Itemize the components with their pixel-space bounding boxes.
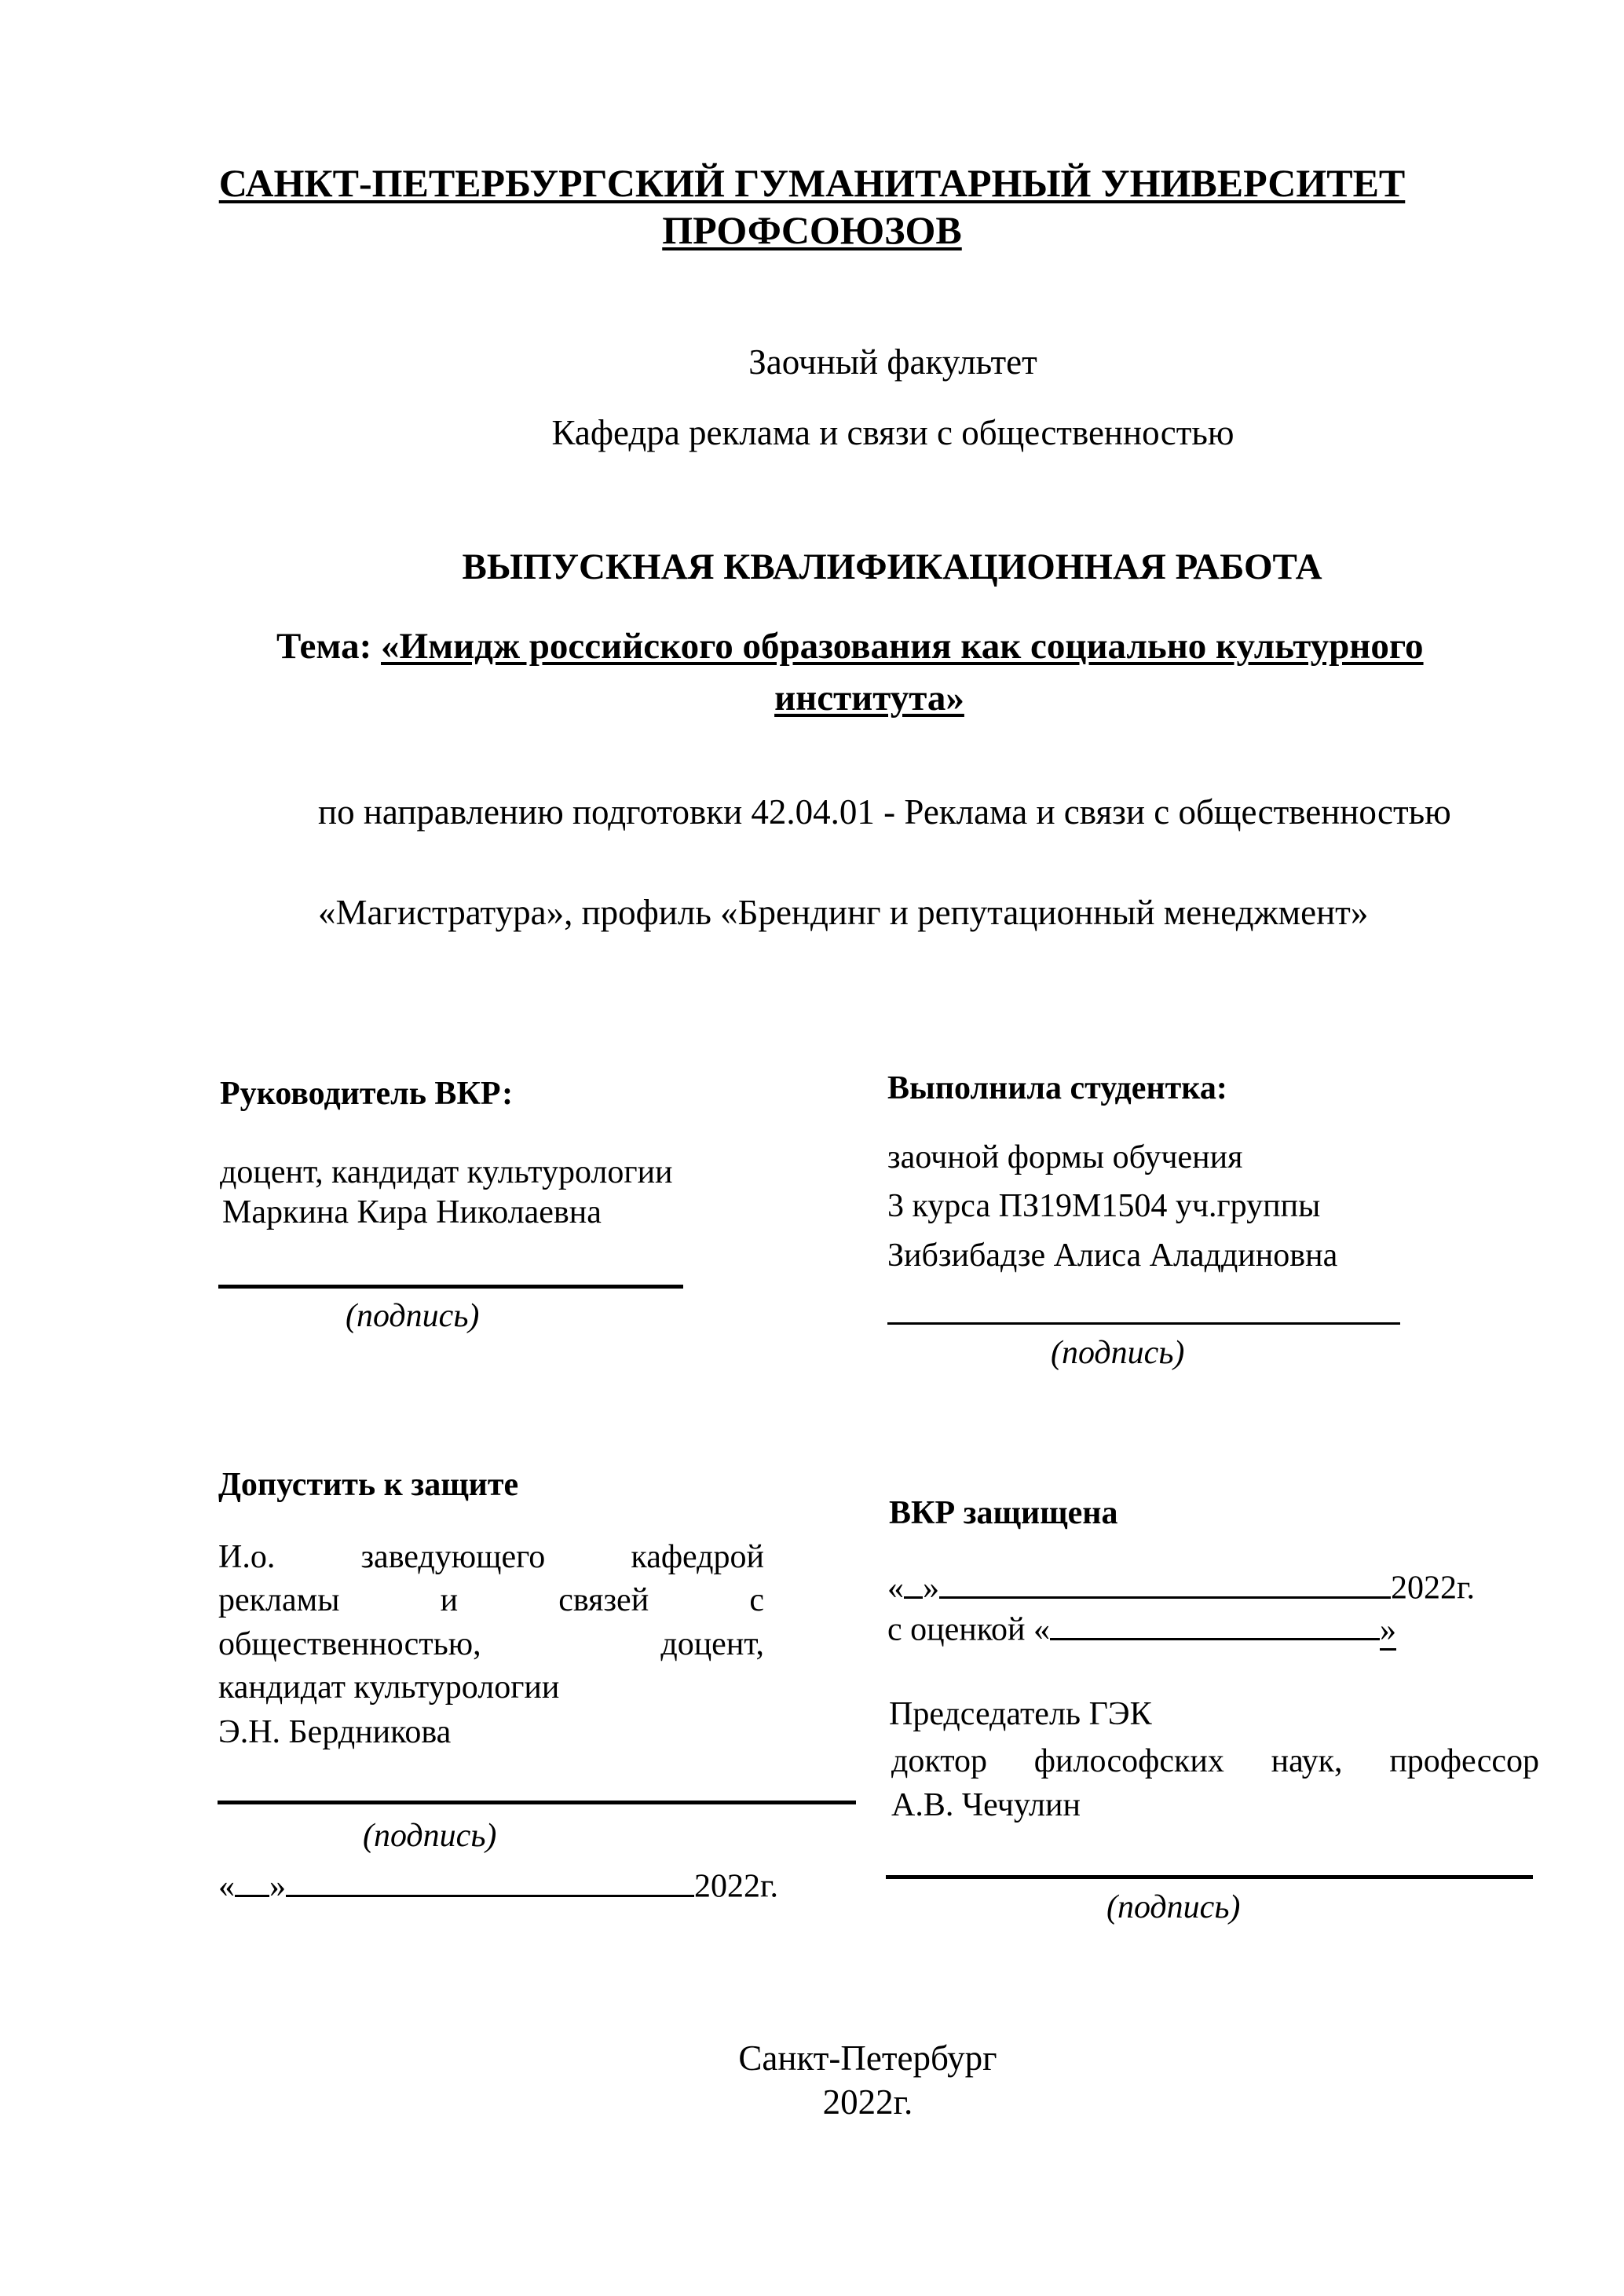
admission-name: Э.Н. Бердникова	[218, 1714, 452, 1750]
grade-blank[interactable]	[1050, 1610, 1380, 1640]
date-year: 2022г.	[1391, 1570, 1475, 1607]
quote-close: »	[269, 1868, 286, 1905]
word: рекламы	[218, 1582, 340, 1618]
day-blank[interactable]	[904, 1568, 923, 1599]
quote-close: »	[1380, 1612, 1396, 1651]
footer-year: 2022г.	[822, 2082, 913, 2122]
topic-label: Тема:	[276, 626, 372, 667]
supervisor-heading: Руководитель ВКР:	[220, 1076, 514, 1112]
signature-caption-text: (подпись)	[363, 1818, 497, 1854]
supervisor-position: доцент, кандидат культурологии	[220, 1154, 673, 1190]
supervisor-signature-line	[218, 1285, 683, 1289]
student-signature-line	[887, 1322, 1400, 1325]
defense-grade-field[interactable]	[887, 1610, 1396, 1647]
student-name: Зибзибадзе Алиса Аладдиновна	[887, 1238, 1338, 1274]
university-name-line2	[0, 210, 1624, 250]
signature-caption-text: (подпись)	[346, 1298, 480, 1334]
admission-date-field[interactable]	[218, 1866, 778, 1903]
admission-signature-caption	[363, 1819, 496, 1852]
word: кафедрой	[631, 1539, 764, 1575]
word: и	[440, 1582, 459, 1618]
topic-line2	[0, 680, 1624, 717]
quote-close: »	[923, 1570, 939, 1607]
admission-position-line2	[218, 1584, 764, 1617]
month-blank[interactable]	[286, 1866, 694, 1897]
admission-position-line1	[218, 1541, 764, 1574]
word: заведующего	[360, 1539, 546, 1575]
day-blank[interactable]	[235, 1866, 269, 1897]
signature-caption-text: (подпись)	[1051, 1335, 1185, 1371]
student-heading: Выполнила студентка:	[887, 1070, 1227, 1106]
quote-open: «	[218, 1868, 235, 1905]
chair-name: А.В. Чечулин	[891, 1787, 1081, 1823]
university-name-line1	[0, 163, 1624, 203]
supervisor-name: Маркина Кира Николаевна	[222, 1194, 602, 1230]
student-group: 3 курса ПЗ19М1504 уч.группы	[887, 1188, 1321, 1224]
word: общественностью,	[218, 1626, 481, 1662]
faculty: Заочный факультет	[748, 342, 1037, 382]
word: связей	[558, 1582, 649, 1618]
topic-line1	[276, 628, 1424, 665]
student-study-form: заочной формы обучения	[887, 1139, 1243, 1175]
topic-title: «Имидж российского образования как социально культурного	[381, 626, 1424, 667]
chair-degree: доктор философских наук, профессор	[891, 1743, 1539, 1779]
department: Кафедра реклама и связи с общественностью	[551, 413, 1234, 452]
admission-heading: Допустить к защите	[218, 1467, 519, 1503]
word: с	[749, 1582, 764, 1618]
word: доцент,	[660, 1626, 764, 1662]
work-type-title: ВЫПУСКНАЯ КВАЛИФИКАЦИОННАЯ РАБОТА	[462, 547, 1322, 587]
study-direction: по направлению подготовки 42.04.01 - Реклама и связи с общественностью	[318, 792, 1451, 832]
quote-open: «	[887, 1570, 904, 1607]
footer-city: Санкт-Петербург	[738, 2038, 997, 2078]
supervisor-signature-caption	[346, 1300, 479, 1333]
date-year: 2022г.	[694, 1868, 778, 1905]
admission-position-line3	[218, 1628, 764, 1661]
word: И.о.	[218, 1539, 276, 1575]
grade-label: с оценкой «	[887, 1611, 1050, 1648]
month-blank[interactable]	[939, 1568, 1391, 1599]
chair-title: Председатель ГЭК	[889, 1696, 1152, 1732]
topic-title-2: института»	[774, 678, 964, 718]
student-signature-caption	[1051, 1336, 1184, 1369]
defense-date-field[interactable]	[887, 1568, 1475, 1605]
chair-signature-caption	[1106, 1891, 1240, 1924]
study-profile: «Магистратура», профиль «Брендинг и репутационный менеджмент»	[318, 893, 1369, 932]
signature-caption-text: (подпись)	[1106, 1889, 1241, 1925]
university-name-text-2: ПРОФСОЮЗОВ	[662, 208, 962, 252]
admission-signature-line	[218, 1801, 856, 1804]
university-name-text: САНКТ-ПЕТЕРБУРГСКИЙ ГУМАНИТАРНЫЙ УНИВЕРСИТЕТ	[218, 161, 1406, 205]
admission-position-line4: кандидат культурологии	[218, 1669, 560, 1706]
chair-signature-line	[886, 1875, 1533, 1879]
defense-heading: ВКР защищена	[889, 1495, 1118, 1531]
